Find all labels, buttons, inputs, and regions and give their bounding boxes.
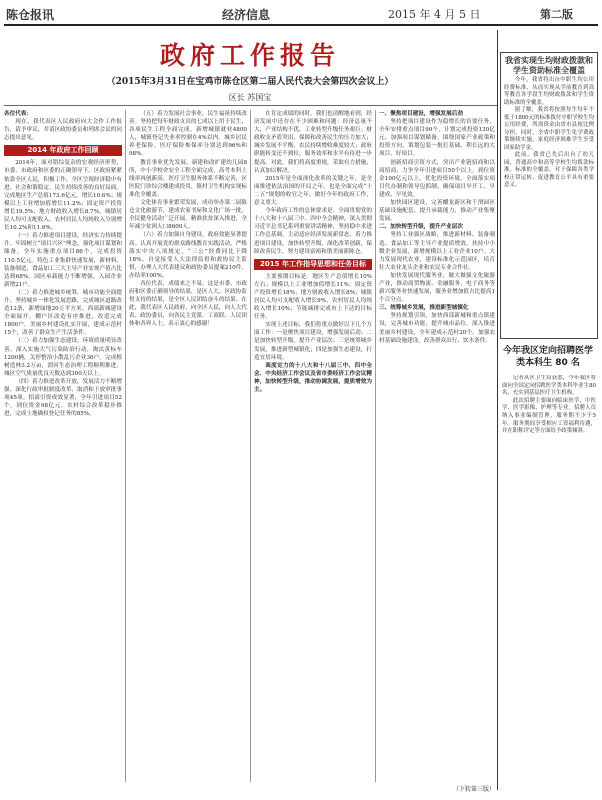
paragraph: （二）着力推进城乡统筹，城市功能全面提升。坚持城乡一体化发展思路，完成城区道路改造12条，新增绿地20万平方米。西部新城建设全面展开，棚户区改造有序推进，改造完成1800户。美丽乡村建设扎实开展，建成示范村15个，改善了群众生产生活条件。 bbox=[4, 289, 122, 337]
paragraph: 加快发展现代服务业，做大做强文化旅游产业，推动商贸物流、金融服务、电子商务等新兴服务业快速发展，服务业增加值占比提高1个百分点。 bbox=[379, 272, 495, 304]
column-divider bbox=[497, 30, 498, 790]
sidebar-box bbox=[500, 52, 598, 339]
column-divider bbox=[125, 110, 126, 782]
paragraph: 据了解，我省将按照每生每年不低于1800元的标准拨付中职学校生均公用经费，所需资金由省市县按比例分担。同时，全省中职学生免学费政策继续实施，家庭经济困难学生享受国家助学金。 bbox=[504, 107, 594, 151]
paragraph: 此前，我省已先后出台了幼儿园、普通高中和高等学校生均拨款标准。标准的全覆盖，对于保障各类学校正常运转、促进教育公平具有重要意义。 bbox=[504, 152, 594, 188]
section-bar-tasks: 2015 年工作指导思想和任务目标 bbox=[254, 259, 372, 270]
article-column-4 bbox=[379, 110, 495, 782]
column-divider bbox=[375, 110, 376, 782]
paragraph: 此次招聘主要面向临床医学、中医学、医学影像、护理等专业。招聘人员纳入事业编制管理，服务期不少于5年。服务期间享受相应工资福利待遇，并在职称评定等方面给予政策倾斜。 bbox=[502, 397, 596, 435]
headline-title: 政府工作报告 bbox=[159, 41, 340, 70]
issue-date: 2015 年 4 月 5 日 bbox=[388, 8, 481, 21]
paper-name: 陈仓报讯 bbox=[6, 8, 55, 22]
paragraph: （一）着力推进项目建设，经济实力持续提升。牢固树立“项目兴区”理念，强化项目谋划和储备，全年实施重点项目86个，完成投资110.5亿元。特色工业集群快速发展，新材料、装备制造、食品加工三大主导产业实现产值占比达到68%。园区承载能力不断增强，入园企业新增21户。 bbox=[4, 233, 122, 288]
paragraph: 文化体育事业繁荣发展，成功举办第二届陈仓文化旅游节，建成农家书屋和文化广场一批，全民健身活动广泛开展。精准扶贫深入推进，全年减少贫困人口8600人。 bbox=[129, 200, 247, 231]
section-name: 经济信息 bbox=[222, 8, 271, 22]
sidebar-news-title: 今年我区定向招聘医学类本科生 80 名 bbox=[502, 346, 593, 368]
subheading: 二、加快转型升级，提升产业层次 bbox=[379, 224, 463, 231]
paragraph: （五）着力发展社会事业，民生福祉持续改善。坚持把每年财政支出的七成以上用于民生，各项民生工程全面完成。新增城镇就业4800人，城镇登记失业率控制在4%以内。城乡居民养老保险、医疗保险参保率分别达到96%和98%。 bbox=[129, 111, 247, 158]
paragraph: 教育事业优先发展，新建和改扩建幼儿园8所，中小学校舍安全工程全面完成，高考本科上线率再创新高。医疗卫生服务体系不断完善，区医院门诊综合楼建成投用，镇村卫生机构实现标准化全覆盖。 bbox=[129, 159, 247, 198]
paragraph: 创新招商引资方式，突出产业链招商和以商招商，力争全年引进项目50个以上，到位资金100亿元以上。优化投资环境，全面落实项目代办制和领导包抓制，确保项目早开工、早建成、早见效。 bbox=[379, 159, 495, 198]
headline-byline: 区长 苏国宝 bbox=[228, 93, 272, 102]
subheading: 三、统筹城乡发展，推进新型城镇化 bbox=[379, 305, 469, 312]
paragraph: （四）着力推进改革开放，发展活力不断增强。深化行政审批制度改革，取消和下放审批事项45项。招商引资成效显著，全年引进项目52个，到位资金98亿元。农村综合改革稳步推进，完成土地确权登记任务的85%。 bbox=[4, 378, 122, 418]
paragraph: 主要预期目标是：地区生产总值增长10%左右；规模以上工业增加值增长11%；固定资产投资增长18%；地方财政收入增长8%；城镇居民人均可支配收入增长9%，农村居民人均纯收入增长10%；节能减排完成市上下达的目标任务。 bbox=[254, 273, 372, 321]
sidebar-news-body bbox=[502, 375, 596, 790]
masthead-rule bbox=[4, 24, 598, 26]
paragraph: 今年政府工作的总体要求是：全面贯彻党的十八大和十八届三中、四中全会精神，深入贯彻习近平总书记系列重要讲话精神，坚持稳中求进工作总基调，主动适应经济发展新常态，着力推进项目建设，加快转型升级，深化改革创新，保障改善民生，努力建设富裕和谐美丽新陈仓。 bbox=[254, 208, 372, 255]
headline-rule bbox=[4, 105, 498, 106]
sidebar-box-body bbox=[501, 77, 597, 190]
masthead bbox=[0, 0, 602, 24]
paragraph: 各位代表，成绩来之不易。这是市委、市政府和区委正确领导的结果，是区人大、区政协监督支持的结果，是全区人民团结奋斗的结果。在此，我代表区人民政府，向全区人民，向人大代表、政协委员，向各民主党派、工商联、人民团体和各界人士，表示衷心的感谢！ bbox=[129, 280, 247, 328]
paragraph: 坚持工业强区战略，推进新材料、装备制造、食品加工等主导产业提质增效。扶持中小微企业发展，新增规模以上工业企业10户。大力发展现代农业，建设标准化示范园区，培育壮大农业龙头企业和农民专业合作社。 bbox=[379, 232, 495, 271]
paragraph: （六）着力加强自身建设，政府效能显著提高。认真开展党的群众路线教育实践活动，严格落实中央八项规定，“三公”经费同比下降18%。自觉接受人大法律监督和政协民主监督，办理人大代表建议和政协委员提案210件，办结率100%。 bbox=[129, 232, 247, 279]
headline-subtitle: （2015年3月31日在宝鸡市陈仓区第二届人民代表大会第四次会议上） bbox=[106, 77, 394, 87]
paragraph: 实现上述目标，我们将重点做好以下几个方面工作：一是聚焦项目建设，增强发展后劲；二是加快转型升级，提升产业层次；三是统筹城乡发展，推进新型城镇化；四是加强生态建设，打造宜居环境。 bbox=[254, 322, 372, 361]
paragraph: 坚持规划引领，加快西部新城和重点镇建设，完善城市功能，提升城市品位。深入推进美丽乡村建设，全年建成示范村20个。加强农村基础设施建设，改善群众出行、饮水条件。 bbox=[379, 313, 495, 344]
edition-number: 第二版 bbox=[540, 8, 573, 21]
paragraph: 2014年，面对错综复杂的宏观经济形势，市委、市政府和区委的正确领导下，区政府紧紧依靠全区人民，积极工作，全区呈现经济稳中有进、社会和谐稳定、民生持续改善的良好局面。完成地区生产总值173.6亿元，增长10.6%；规模以上工业增加值增长11.2%；固定资产投资增长19.5%；地方财政收入增长8.7%，城镇居民人均可支配收入、农村居民人均纯收入分别增长10.2%和11.6%。 bbox=[4, 160, 122, 232]
sidebar-box-title: 我省实现生均财政拨款和学生资助标准全覆盖 bbox=[505, 55, 593, 75]
salutation: 各位代表： bbox=[4, 111, 32, 117]
paragraph: （三）着力加强生态建设，环境质量明显改善。深入实施大气污染防治行动，淘汰黄标车1200辆，关停整治小散乱污企业36户。完成植树造林3.2万亩，渭河生态治理工程顺利推进，城区空气质量优良天数达到300天以上。 bbox=[4, 338, 122, 377]
article-column-2 bbox=[129, 110, 247, 782]
article-column-1 bbox=[4, 110, 122, 782]
continued-note: （下转第三版） bbox=[452, 786, 495, 793]
paragraph: 现在，我代表区人民政府向大会作工作报告，请予审议，并请区政协委员和列席会议的同志提出意见。 bbox=[4, 119, 122, 142]
paragraph: 今年，我省将出台中职生均公用经费标准，从而实现从学前教育到高等教育各学段生均财政拨款和学生资助标准的全覆盖。 bbox=[504, 77, 594, 106]
column-divider bbox=[250, 110, 251, 782]
paragraph: 加快园区建设，完善蟠龙新区和千渭园区基础设施配套，提升承载能力，推动产业集聚发展。 bbox=[379, 200, 495, 223]
paragraph: 坚持把项目建设作为稳增长的首要任务，全年安排重点项目90个，计划完成投资130亿元。加强项目谋划储备，围绕国家产业政策和投资方向，策划包装一批打基础、利长远的大项目、好项目。 bbox=[379, 119, 495, 158]
paragraph: 记者从区卫生局获悉，今年我区将面向全国定向招聘医学类本科毕业生80名，充实到基层医疗卫生机构。 bbox=[502, 375, 596, 397]
bold-paragraph: 高度定力的十八大和十八届三中、四中全会、中央经济工作会议及省市委经济工作会议精神，加快转型升级，推动协调发展，提质增效为主。 bbox=[254, 362, 372, 393]
article-column-3 bbox=[254, 110, 372, 782]
paragraph: 2015年是全面深化改革的关键之年，是全面推进依法治国的开局之年，也是全面完成“十二五”规划的收官之年。做好今年的政府工作，意义重大。 bbox=[254, 175, 372, 207]
section-bar-review: 2014 年政府工作回顾 bbox=[4, 145, 122, 156]
subheading: 一、聚焦项目建设，增强发展后劲 bbox=[379, 111, 463, 117]
paragraph: 在肯定成绩的同时，我们也清醒地看到，经济发展中还存在不少困难和问题：经济总量不大，产业结构不优，工业转型升级任务艰巨；财政收支矛盾突出，保障和改善民生的压力加大；城乡发展不平衡，农民持续增收难度较大；政府职能转变还不到位，服务效率和水平有待进一步提高。对此，我们将高度重视，采取有力措施，认真加以解决。 bbox=[254, 111, 372, 174]
